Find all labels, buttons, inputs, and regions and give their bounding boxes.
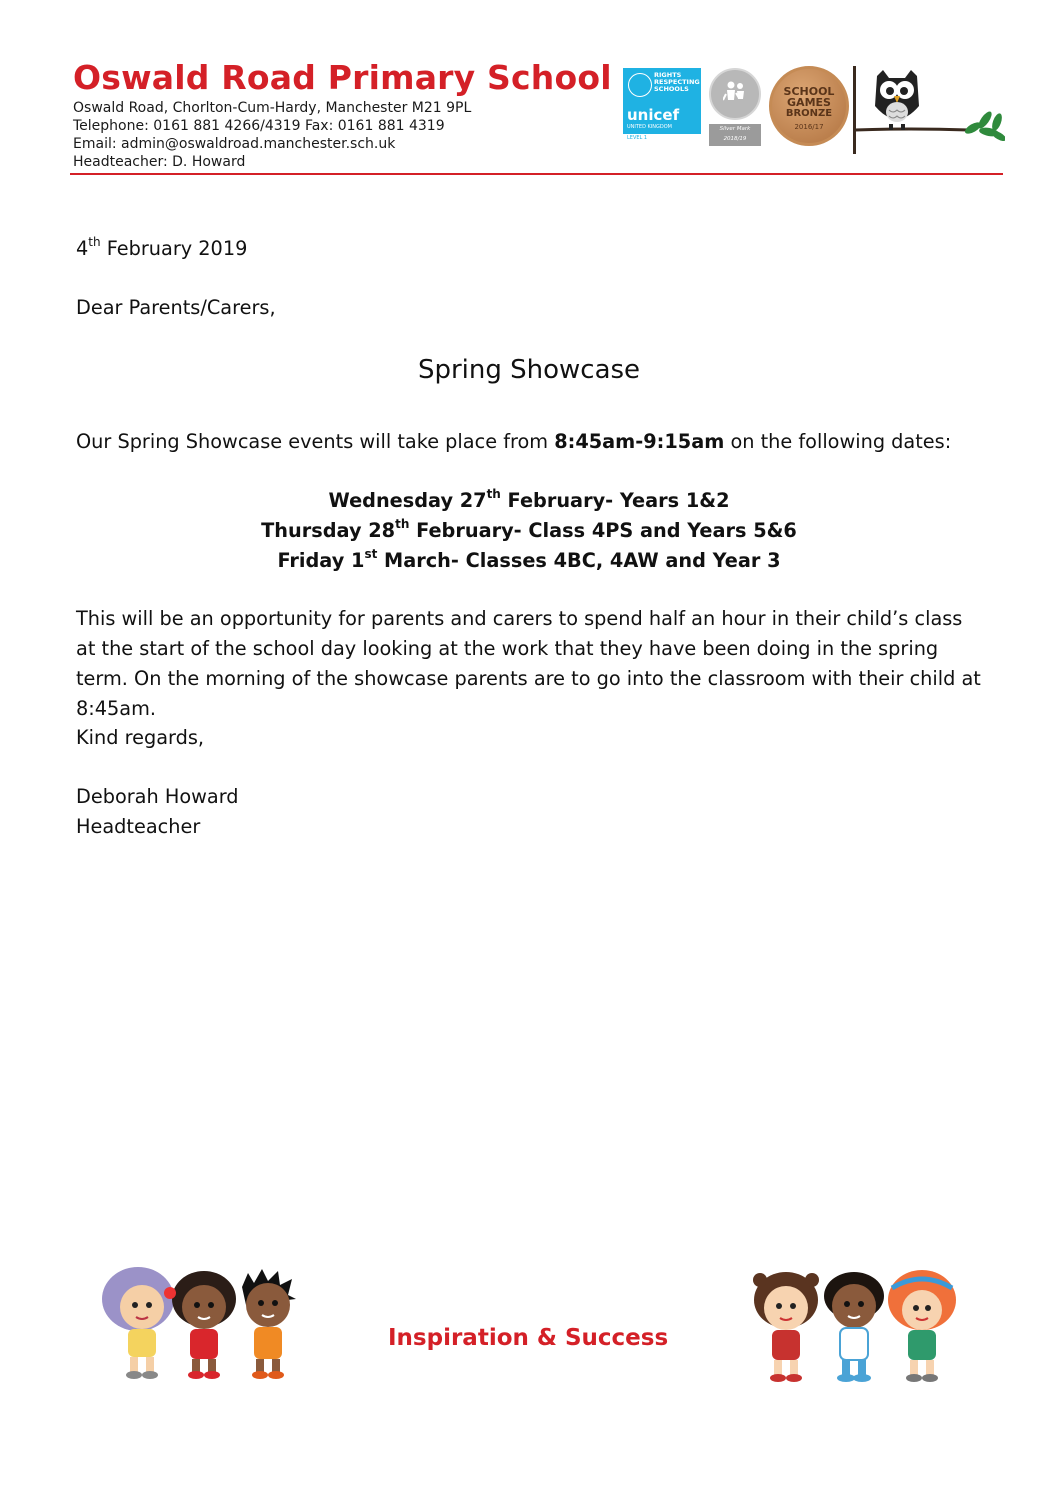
globe-icon xyxy=(628,73,652,97)
school-name: Oswald Road Primary School xyxy=(73,58,612,97)
children-illustration-left xyxy=(96,1265,312,1385)
header-divider xyxy=(70,173,1003,175)
sport-mark-logo xyxy=(709,68,761,120)
school-headteacher: Headteacher: D. Howard xyxy=(73,154,246,170)
school-tagline: Inspiration & Success xyxy=(388,1325,669,1351)
rrs-country: UNITED KINGDOM xyxy=(627,124,672,130)
games-year: 2016/17 xyxy=(794,123,824,131)
letter-paragraph: This will be an opportunity for parents and carers to spend half an hour in their child’s class at the start of the school day looking at the work that they have been doing in the spring term. On the morning of the showcase parents are to go into the classroom with their child at 8:45am. xyxy=(76,607,981,720)
letter-title: Spring Showcase xyxy=(417,355,641,385)
letterhead xyxy=(70,58,1005,178)
showcase-time: 8:45am-9:15am xyxy=(554,430,725,453)
showcase-dates xyxy=(76,486,982,576)
school-telephone: Telephone: 0161 881 4266/4319 Fax: 0161 881 4319 xyxy=(73,118,445,134)
owl-on-branch-icon xyxy=(849,66,1005,154)
school-email: Email: admin@oswaldroad.manchester.sch.uk xyxy=(73,136,396,152)
letter-intro: Our Spring Showcase events will take place from 8:45am-9:15am on the following dates: xyxy=(76,430,952,453)
sport-mark-caption: Silver Mark 2018/19 xyxy=(709,124,761,146)
contact-details xyxy=(73,99,471,171)
children-illustration-right xyxy=(746,1266,968,1390)
rrs-text: RIGHTS RESPECTING SCHOOLS xyxy=(654,71,700,93)
letter-closing: Kind regards, xyxy=(76,726,205,749)
showcase-date-item: Wednesday 27th February- Years 1&2 xyxy=(328,487,730,512)
signer-name: Deborah Howard xyxy=(76,785,239,808)
showcase-date-item: Friday 1st March- Classes 4BC, 4AW and Year 3 xyxy=(277,547,781,572)
sport-figures-icon xyxy=(723,80,747,108)
letter-date: 4th February 2019 xyxy=(76,235,248,260)
award-logos xyxy=(623,66,1005,156)
unicef-wordmark: unicef xyxy=(627,106,680,124)
games-title: SCHOOL GAMES xyxy=(783,85,835,109)
school-address: Oswald Road, Chorlton-Cum-Hardy, Manchester M21 9PL xyxy=(73,100,472,116)
showcase-date-item: Thursday 28th February- Class 4PS and Years 5&6 xyxy=(261,517,797,542)
letter-greeting: Dear Parents/Carers, xyxy=(76,296,276,319)
school-games-badge xyxy=(769,66,849,146)
rrs-level: LEVEL 1 xyxy=(627,135,648,141)
games-award: BRONZE xyxy=(785,108,833,119)
rights-respecting-schools-logo xyxy=(623,68,701,134)
signer-role: Headteacher xyxy=(76,815,201,838)
